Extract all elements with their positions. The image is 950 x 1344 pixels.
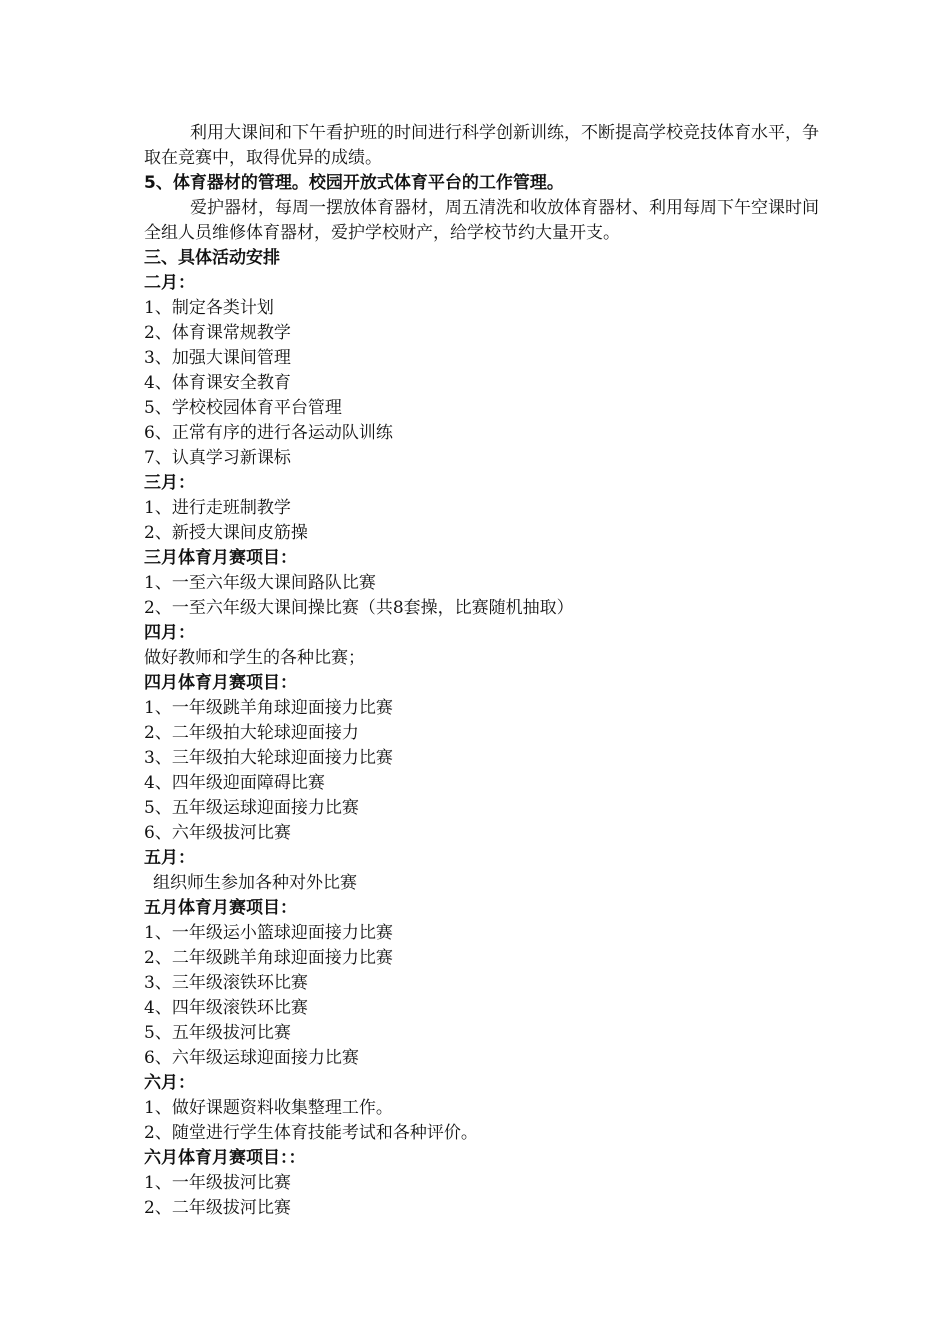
list-item: 5、五年级拔河比赛 — [144, 1023, 291, 1043]
heading-equipment: 5、体育器材的管理。校园开放式体育平台的工作管理。 — [144, 173, 564, 193]
mar-title: 三月： — [144, 473, 195, 493]
equipment-paragraph: 爱护器材，每周一摆放体育器材，周五清洗和收放体育器材、利用每周下午空课时间全组人员维修体育器材，爱护学校财产，给学校节约大量开支。 — [144, 198, 819, 243]
list-item: 4、体育课安全教育 — [144, 373, 291, 393]
list-item: 2、新授大课间皮筋操 — [144, 523, 308, 543]
list-item: 3、三年级拍大轮球迎面接力比赛 — [144, 748, 393, 768]
mar-contest-title: 三月体育月赛项目： — [144, 548, 297, 568]
list-item: 2、二年级拔河比赛 — [144, 1198, 291, 1218]
list-item: 3、三年级滚铁环比赛 — [144, 973, 308, 993]
list-item: 2、体育课常规教学 — [144, 323, 291, 343]
list-item: 5、五年级运球迎面接力比赛 — [144, 798, 359, 818]
list-item: 2、随堂进行学生体育技能考试和各种评价。 — [144, 1123, 478, 1143]
list-item: 1、做好课题资料收集整理工作。 — [144, 1098, 393, 1118]
may-title: 五月： — [144, 848, 195, 868]
apr-contest-title: 四月体育月赛项目： — [144, 673, 297, 693]
document-page — [144, 121, 824, 1221]
intro-paragraph: 利用大课间和下午看护班的时间进行科学创新训练，不断提高学校竞技体育水平，争取在竞赛中，取得优异的成绩。 — [144, 123, 819, 168]
list-item: 4、四年级滚铁环比赛 — [144, 998, 308, 1018]
may-text: 组织师生参加各种对外比赛 — [153, 873, 357, 893]
list-item: 1、制定各类计划 — [144, 298, 274, 318]
list-item: 2、一至六年级大课间操比赛（共8套操，比赛随机抽取） — [144, 598, 574, 618]
list-item: 1、进行走班制教学 — [144, 498, 291, 518]
may-contest-title: 五月体育月赛项目： — [144, 898, 297, 918]
jun-title: 六月： — [144, 1073, 195, 1093]
apr-title: 四月： — [144, 623, 195, 643]
jun-contest-title: 六月体育月赛项目：： — [144, 1148, 306, 1168]
list-item: 2、二年级拍大轮球迎面接力 — [144, 723, 359, 743]
list-item: 6、六年级运球迎面接力比赛 — [144, 1048, 359, 1068]
list-item: 3、加强大课间管理 — [144, 348, 291, 368]
list-item: 7、认真学习新课标 — [144, 448, 291, 468]
list-item: 1、一年级跳羊角球迎面接力比赛 — [144, 698, 393, 718]
list-item: 2、二年级跳羊角球迎面接力比赛 — [144, 948, 393, 968]
apr-text: 做好教师和学生的各种比赛； — [144, 648, 365, 668]
section-title: 三、具体活动安排 — [144, 248, 280, 268]
list-item: 1、一年级运小篮球迎面接力比赛 — [144, 923, 393, 943]
list-item: 1、一年级拔河比赛 — [144, 1173, 291, 1193]
list-item: 4、四年级迎面障碍比赛 — [144, 773, 325, 793]
feb-title: 二月： — [144, 273, 195, 293]
list-item: 5、学校校园体育平台管理 — [144, 398, 342, 418]
list-item: 6、正常有序的进行各运动队训练 — [144, 423, 393, 443]
list-item: 6、六年级拔河比赛 — [144, 823, 291, 843]
list-item: 1、一至六年级大课间路队比赛 — [144, 573, 376, 593]
